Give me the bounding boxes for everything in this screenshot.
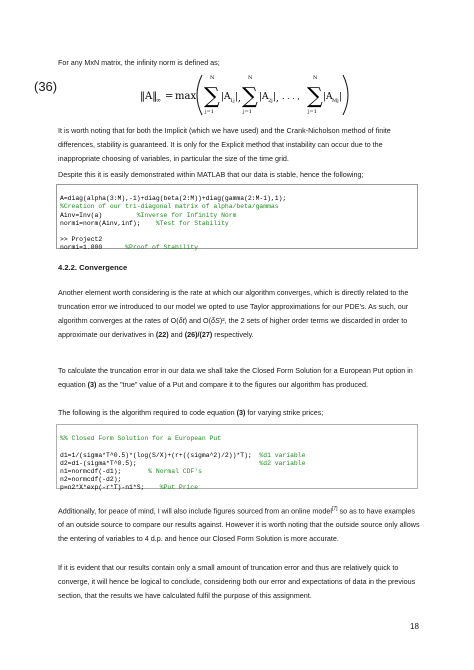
online-model-paragraph: Additionally, for peace of mind, I will also include figures sourced from an online model[7] so as to have examples of an outside source to compare our results against. However it is worth noting that the outside source only allows the entering of variables to 4 d.p. and hence our Closed Form Solution is more accurate. <box>58 506 420 544</box>
section-heading: 4.2.2. Convergence <box>58 263 128 272</box>
conclusion-paragraph: If it is evident that our results contain only a small amount of truncation error and thus are relatively quick to converge, it will hence be logical to conclude, considering both our error and expectations of data in the previous section, that the results we have calculated fulfil the purpose of this assignment. <box>58 563 416 600</box>
page-number: 18 <box>410 622 419 631</box>
eq-termM-sub: Mj <box>332 98 339 104</box>
eq-sum1-bottom: j=1 <box>205 109 214 115</box>
eq-termM: |A <box>323 92 333 102</box>
eq-term1-sub: 1j <box>230 98 235 104</box>
truncation-paragraph: To calculate the truncation error in our data we shall take the Closed Form Solution for a European Put option in equation (3) as the "true" value of a Put and compare it to the figures our algorithm has produced. <box>58 366 413 389</box>
eq-dots: . . . , <box>282 92 300 101</box>
svg-text:|: | <box>273 92 277 102</box>
code-comment: %Creation of our tri-diagonal matrix of alpha/beta/gammas <box>60 203 279 211</box>
infinity-norm-equation <box>140 71 350 119</box>
eq-left-paren <box>197 75 202 115</box>
eq-lhs: ‖A‖ <box>140 91 158 102</box>
svg-text:,: , <box>238 94 241 104</box>
svg-text:,: , <box>276 94 279 104</box>
stability-code-block: A=diag(alpha(3:M),-1)+diag(beta(2:M))+diag(gamma(2:M-1),1); %Creation of our tri-diagonal matrix of alpha/beta/gammas Ainv=Inv(a) %Inverse for Infinity Norm normi=norm(Ainv,inf); %Test for Stability >> Project2 normi=1.000 %Proof of Stability <box>56 184 418 249</box>
svg-text:|: | <box>235 92 239 102</box>
eq-sum1-top: N <box>210 75 215 81</box>
eq-sum2-bottom: j=1 <box>243 109 252 115</box>
eq-right-paren <box>343 75 348 115</box>
eq-sum2-sign: ∑ <box>242 84 258 109</box>
eq-term1: |A <box>221 92 231 102</box>
closed-form-code-block: %% Closed Form Solution for a European Put d1=1/(sigma*T^0.5)*(log(S/X)+(r+((sigma^2)/2))*T); %d1 variable d2=d1-(sigma*T^0.5); %d2 variable n1=normcdf(-d1); % Normal CDF's n2=normcdf(-d2); p=n2*X*exp(-r*T)-n1*S; %Put Price <box>56 424 418 489</box>
equation-number: (36) <box>34 79 58 94</box>
eq-summ-top: N <box>313 75 318 81</box>
intro-text: For any MxN matrix, the infinity norm is defined as; <box>58 58 220 67</box>
eq-summ-bottom: j=1 <box>308 109 317 115</box>
svg-text:|: | <box>339 92 343 102</box>
eq-sum2-top: N <box>248 75 253 81</box>
convergence-paragraph: Another element worth considering is the rate at which our algorithm converges, which is directly related to the truncation error we introduced to our model we opted to use Taylor approximations for our PDE’s. As such, our algorithm converges at the rates of O(δt) and O(δS)², the 2 sets of higher order terms we discarded in order to approximate our derivatives in (22) and (26)/(27) respectively. <box>58 288 409 339</box>
eq-term2: |A <box>259 92 269 102</box>
matlab-intro-paragraph: Despite this it is easily demonstrated within MATLAB that our data is stable, hence the following; <box>58 170 364 179</box>
eq-lhs-sub: ∞ <box>156 97 161 104</box>
eq-term2-sub: 2j <box>268 98 273 104</box>
eq-summ-sign: ∑ <box>307 84 323 109</box>
algorithm-intro-paragraph: The following is the algorithm required to code equation (3) for varying strike prices; <box>58 408 324 417</box>
eq-max: max <box>175 91 197 102</box>
eq-sum1-sign: ∑ <box>204 84 220 109</box>
code-line: A=diag(alpha(3:M),-1)+diag(beta(2:M))+diag(gamma(2:M-1),1); <box>60 195 287 203</box>
stability-paragraph: It is worth noting that for both the Implicit (which we have used) and the Crank-Nicholson method of finite differences, stability is guaranteed. It is only for the Explicit method that instability can occur due to the inappropriate choosing of variables, in particular the size of the time grid. <box>58 126 391 163</box>
eq-equals: = <box>165 91 174 102</box>
